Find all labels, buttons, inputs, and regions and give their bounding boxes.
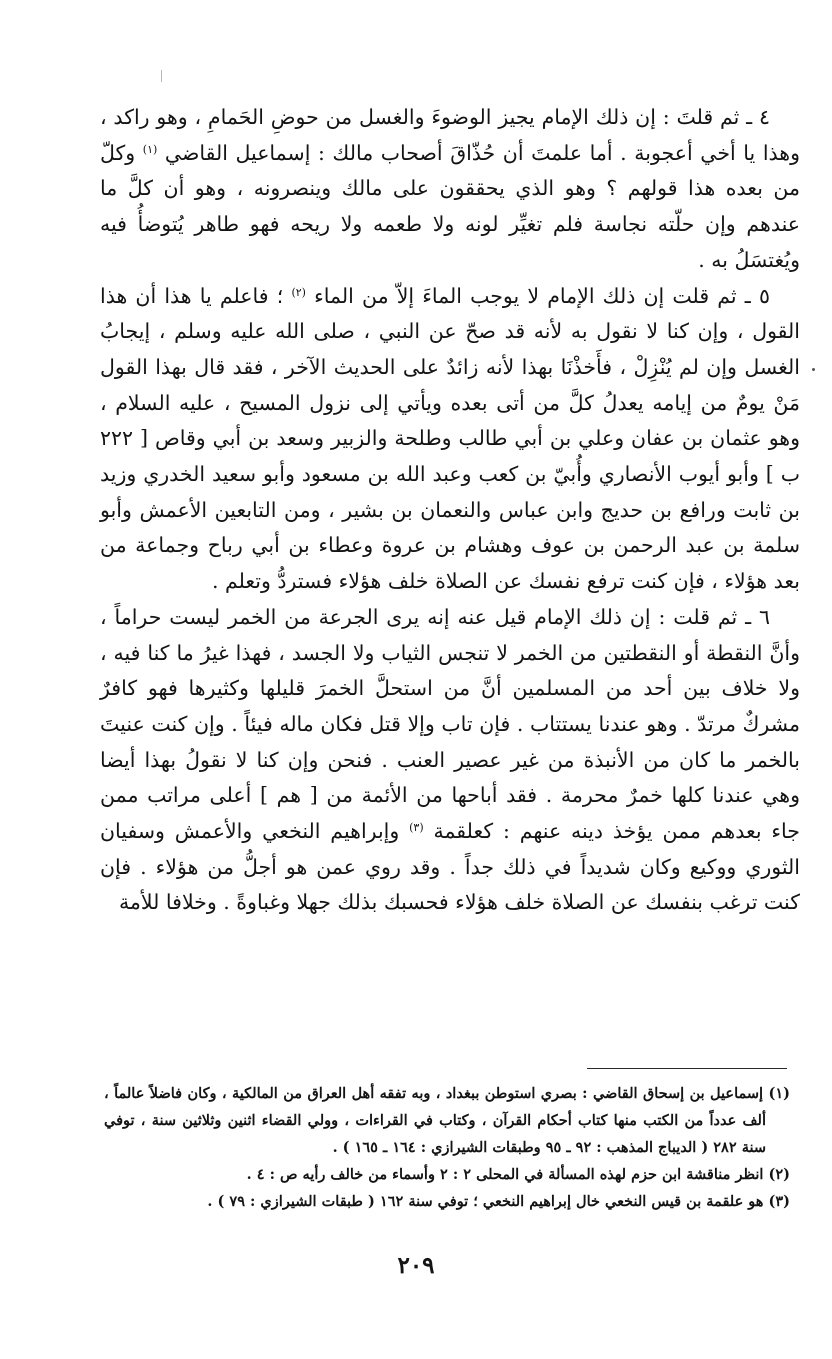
paragraph-6 bbox=[100, 600, 800, 921]
footnote-separator bbox=[587, 1068, 787, 1069]
scan-mark bbox=[161, 70, 162, 82]
footnotes bbox=[104, 1080, 790, 1215]
paragraph-6-start: ٦ ـ ثم قلت : إن ذلك الإمام قيل عنه إنه يرى الجرعة من الخمر ليست حراماً ، وأنَّ النقطة أو النقطتين من الخمر لا تنجس الثياب ولا الجسد ، فهذا غيرُ ما كنا فيه ، ولا خلاف بين أحد من المسلمين أنَّ من استحلَّ الخمرَ قليلها وكثيرها فهو كافرٌ مشركٌ مرتدّ . وهو عندنا يستتاب . فإن تاب وإلا قتل فكان ماله فيئاً . وإن كنت عنيتَ بالخمر ما كان من الأنبذة من غير عصير العنب . فنحن وإن كنا لا نقولُ بهذا أيضا وهي عندنا كلها خمرٌ محرمة . فقد أباحها من الأئمة من [ هم ] أعلى مراتب ممن جاء بعدهم ممن يؤخذ دينه عنهم : كعلقمة bbox=[100, 604, 800, 844]
footnote-1: (١) إسماعيل بن إسحاق القاضي : بصري استوطن ببغداد ، وبه تفقه أهل العراق من المالكية ، وكان فاضلاً عالماً ، ألف عدداً من الكتب منها كتاب أحكام القرآن ، وكتاب في القراءات ، وولي القضاء اثنين وثلاثين سنة ، توفي سنة ٢٨٢ ( الديباج المذهب : ٩٢ ـ ٩٥ وطبقات الشيرازي : ١٦٤ ـ ١٦٥ ) . bbox=[104, 1085, 790, 1156]
footnote-3: (٣) هو علقمة بن قيس النخعي خال إبراهيم النخعي ؛ توفي سنة ١٦٢ ( طبقات الشيرازي : ٧٩ ) . bbox=[207, 1193, 790, 1210]
paragraph-4-rest: وكلّ من بعده هذا قولهم ؟ وهو الذي يحققون على مالك وينصرونه ، وهو أن كلَّ ما عندهم وإن حلّته نجاسة فلم تغيِّر لونه ولا طعمه ولا ريحه فهو طاهر يُتوضأُ فيه ويُغتسَلُ به . bbox=[100, 140, 800, 272]
paragraph-5-rest: ؛ فاعلم يا هذا أن هذا القول ، وإن كنا لا نقول به لأنه قد صحّ عن النبي ، صلى الله عليه وسلم ، إيجابُ الغسل وإن لم يُنْزِلْ ، فأَخذْنَا بهذا لأنه زائدٌ على الحديث الآخر ، فقد قال بهذا القول مَنْ يومٌ من إيامه يعدلُ كلَّ من أتى بعده ويأتي إلى نزول المسيح ، عليه السلام ، وهو عثمان بن عفان وعلي بن أبي طالب وطلحة والزبير وسعد بن أبي وقاص [ ٢٢٢ ب ] وأبو أيوب الأنصاري وأُبيّ بن كعب وعبد الله بن مسعود وأبو سعيد الخدري وزيد بن ثابت ورافع بن حديج وابن عباس والنعمان بن بشير ، ومن التابعين الأعمش وأبو سلمة بن عبد الرحمن بن عوف وهشام بن عروة وعطاء بن أبي رباح وجماعة من بعد هؤلاء ، فإن كنت ترفع نفسك عن الصلاة خلف هؤلاء فستردُّ وتعلم . bbox=[100, 283, 800, 594]
paragraph-5 bbox=[100, 279, 800, 600]
margin-dot bbox=[812, 368, 815, 371]
main-text bbox=[100, 100, 800, 921]
paragraph-6-rest: وإبراهيم النخعي والأعمش وسفيان الثوري ووكيع وكان شديداً في ذلك جداً . وقد روي عمن هو أجلُّ من هؤلاء . فإن كنت ترغب بنفسك عن الصلاة خلف هؤلاء فحسبك بذلك جهلا وغباوةً . وخلافا للأمة bbox=[100, 819, 800, 915]
paragraph-5-start: ٥ ـ ثم قلت إن ذلك الإمام لا يوجب الماءَ إلاّ من الماء bbox=[314, 283, 770, 308]
footnote-ref-1: (١) bbox=[142, 142, 158, 156]
footnote-ref-3: (٣) bbox=[409, 821, 424, 835]
paragraph-4-start: ٤ ـ ثم قلتَ : إن ذلك الإمام يجيز الوضوءَ والغسل من حوضِ الحَمامِ ، وهو راكد ، وهذا يا أخي أعجوبة . أما علمتَ أن حُذّاقَ أصحاب مالك : إسماعيل القاضي bbox=[100, 105, 800, 165]
page-number: ٢٠٩ bbox=[397, 1252, 435, 1279]
footnote-2: (٢) انظر مناقشة ابن حزم لهذه المسألة في المحلى ٢ : ٢ وأسماء من خالف رأيه ص : ٤ . bbox=[246, 1166, 790, 1183]
paragraph-4 bbox=[100, 100, 800, 279]
footnote-ref-2: (٢) bbox=[291, 285, 306, 299]
